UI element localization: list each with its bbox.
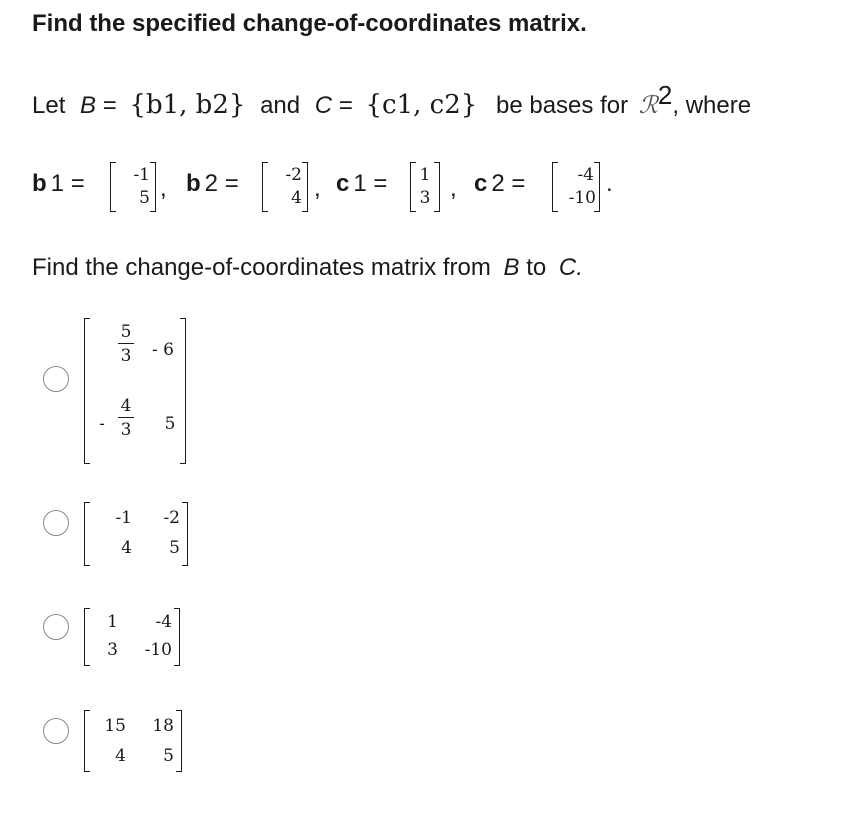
equals-sign: = [338,92,353,119]
vector-label-c2: c 2 = [474,170,526,197]
radio-option-1[interactable] [43,366,69,392]
vector-b2-top: -2 [285,165,302,185]
to-basis: C. [558,254,583,281]
vector-c1-bottom: 3 [419,188,431,208]
option-4-d: 5 [163,746,174,766]
C-label: C [314,92,333,119]
option-2-matrix [84,502,188,566]
option-3-matrix [84,608,180,666]
R-exponent: 2 [657,80,673,110]
option-4-c: 4 [115,746,126,766]
vector-c2-bottom: -10 [568,188,596,208]
radio-option-3[interactable] [43,614,69,640]
option-2-b: -2 [163,508,180,528]
comma: , [314,175,321,202]
B-basis-set: {b1, b2} [129,90,246,120]
vector-label-b1: b 1 = [32,170,85,197]
option-1-c-fraction: 4 3 [118,396,134,440]
R-symbol: ℛ [638,91,658,119]
option-2-d: 5 [169,538,180,558]
B-label: B [80,92,97,119]
basis-statement [32,80,751,120]
vector-c1-top: 1 [419,165,431,185]
option-1-matrix [84,318,186,464]
option-4-matrix [84,710,182,772]
vector-b2-bottom: 4 [291,188,302,208]
option-1-a-fraction: 5 3 [118,322,134,366]
radio-option-2[interactable] [43,510,69,536]
where-text: , where [672,92,752,119]
vector-b1-top: -1 [133,165,150,185]
comma: , [450,175,457,202]
vector-label-c1: c 1 = [336,170,388,197]
vector-b1-bottom: 5 [139,188,150,208]
period: . [606,170,613,197]
vector-c1-matrix [410,162,440,212]
question-text: Find the change-of-coordinates matrix from B to C. [32,254,583,281]
vector-b1-matrix [110,162,156,212]
option-1-b: - 6 [152,340,174,360]
equals-sign: = [102,92,117,119]
be-bases-text: be bases for [496,92,629,119]
option-2-a: -1 [115,508,132,528]
vector-c2-top: -4 [577,165,594,185]
option-2-c: 4 [121,538,132,558]
option-3-d: -10 [144,640,172,660]
option-3-c: 3 [107,640,118,660]
option-1-d: 5 [164,414,176,434]
C-basis-set: {c1, c2} [365,90,478,120]
and-text: and [260,92,301,119]
vector-label-b2: b 2 = [186,170,239,197]
vector-c2-matrix [552,162,600,212]
to-text: to [526,254,547,281]
vector-b2-matrix [262,162,308,212]
option-4-a: 15 [104,716,126,736]
option-3-b: -4 [155,612,172,632]
radio-option-4[interactable] [43,718,69,744]
from-basis: B [503,254,520,281]
page-title: Find the specified change-of-coordinates matrix. [32,10,587,37]
option-3-a: 1 [107,612,118,632]
option-4-b: 18 [152,716,174,736]
let-text: Let [32,92,66,119]
option-1-c-sign: - [99,414,105,434]
comma: , [160,175,167,202]
